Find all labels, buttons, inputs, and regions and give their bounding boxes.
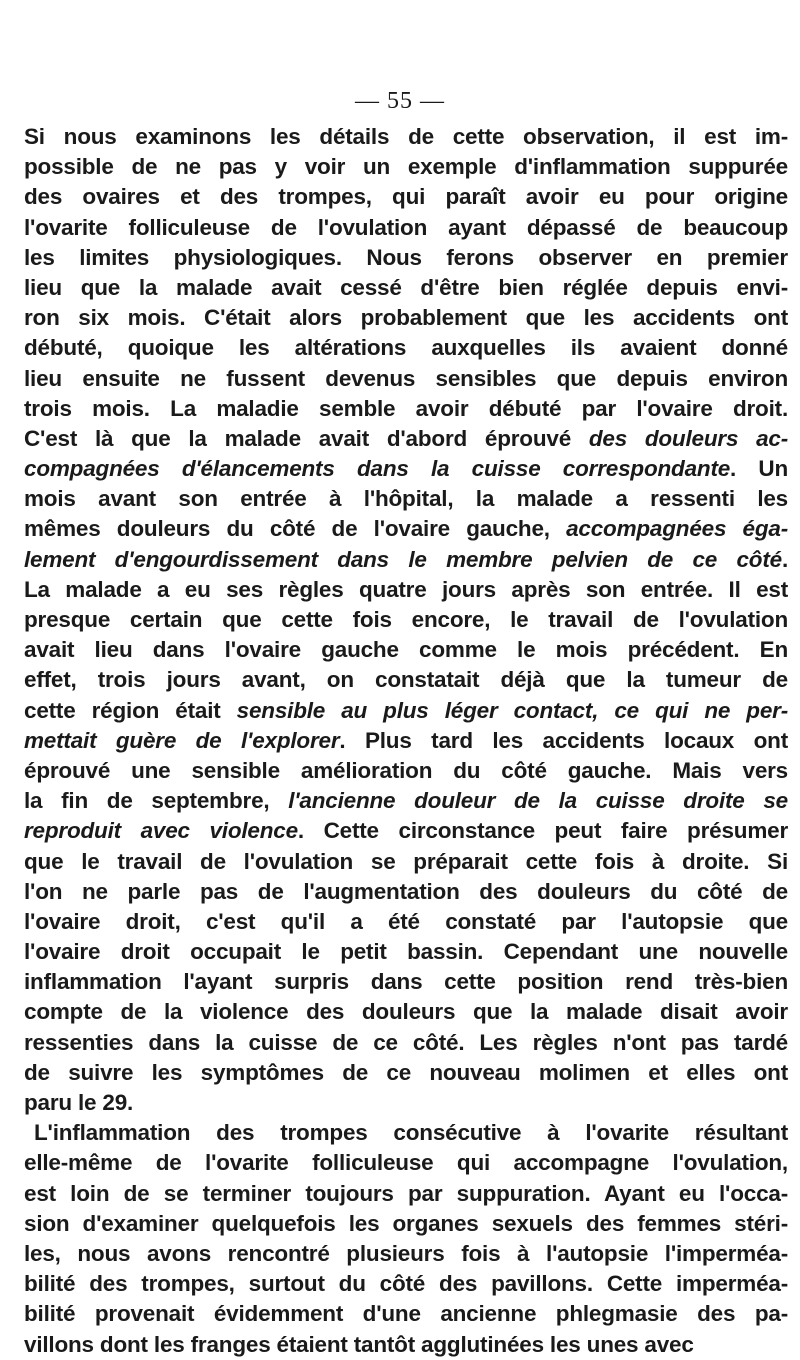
text-line bbox=[24, 1028, 788, 1058]
text-line bbox=[24, 1269, 788, 1299]
text-run: presque certain que cette fois encore, le travail de l'ovulation bbox=[24, 607, 788, 632]
text-line bbox=[24, 364, 788, 394]
text-line bbox=[24, 997, 788, 1027]
text-run: cette région était bbox=[24, 697, 237, 723]
text-run: C'est là que la malade avait d'abord éprouvé bbox=[24, 425, 589, 451]
text-run: est loin de se terminer toujours par suppuration. Ayant eu l'occa- bbox=[24, 1180, 788, 1206]
text-line bbox=[24, 1088, 788, 1118]
text-line bbox=[24, 1179, 788, 1209]
text-line bbox=[24, 1148, 788, 1178]
text-run: ron six mois. C'était alors probablement que les accidents ont bbox=[24, 305, 788, 331]
italic-text-run: lement d'engourdissement dans le membre pelvien de ce côté bbox=[24, 546, 782, 572]
text-line bbox=[24, 967, 788, 997]
text-run: l'on ne parle pas de l'augmentation des douleurs du côté de bbox=[24, 878, 788, 904]
text-line bbox=[24, 877, 788, 907]
body-text bbox=[24, 122, 788, 1360]
text-run: mois avant son entrée à l'hôpital, la malade a ressenti les bbox=[24, 486, 788, 512]
text-line bbox=[24, 273, 788, 303]
text-run: mêmes douleurs du côté de l'ovaire gauche, bbox=[24, 516, 567, 542]
text-line bbox=[24, 1058, 788, 1088]
text-line bbox=[24, 726, 788, 756]
text-line bbox=[24, 696, 788, 726]
italic-text-run: reproduit avec violence bbox=[24, 818, 298, 844]
text-line bbox=[24, 484, 788, 514]
text-line bbox=[24, 454, 788, 484]
text-run: lieu ensuite ne fussent devenus sensibles que depuis environ bbox=[24, 365, 788, 391]
text-run: les limites physiologiques. Nous ferons observer en premier bbox=[24, 244, 788, 270]
text-run: les, nous avons rencontré plusieurs fois à l'autopsie l'imperméa- bbox=[24, 1240, 788, 1266]
text-run: possible de ne pas y voir un exemple d'inflammation suppurée bbox=[24, 154, 788, 180]
text-run: . Un bbox=[730, 456, 788, 482]
text-run: paru le 29. bbox=[24, 1090, 134, 1115]
text-line bbox=[24, 907, 788, 937]
text-line bbox=[24, 243, 788, 273]
text-line bbox=[24, 545, 788, 575]
text-run: bilité provenait évidemment d'une ancienne phlegmasie des pa- bbox=[24, 1301, 788, 1327]
text-line bbox=[24, 575, 788, 605]
text-run: de suivre les symptômes de ce nouveau molimen et elles ont bbox=[24, 1059, 788, 1085]
text-run: trois mois. La maladie semble avoir débuté par l'ovaire droit. bbox=[24, 395, 788, 421]
italic-text-run: compagnées d'élancements dans la cuisse correspondante bbox=[24, 456, 731, 482]
text-run: L'inflammation des trompes consécutive à l'ovarite résultant bbox=[34, 1120, 788, 1146]
text-run: Si nous examinons les détails de cette observation, il est im- bbox=[24, 124, 788, 149]
text-line bbox=[24, 1118, 788, 1148]
text-run: l'ovarite folliculeuse de l'ovulation ayant dépassé de beaucoup bbox=[24, 214, 788, 240]
italic-text-run: mettait guère de l'explorer bbox=[24, 727, 340, 753]
text-line bbox=[24, 665, 788, 695]
text-run: effet, trois jours avant, on constatait déjà que la tumeur de bbox=[24, 667, 788, 693]
text-line bbox=[24, 937, 788, 967]
text-run: inflammation l'ayant surpris dans cette position rend très-bien bbox=[24, 969, 788, 995]
text-run: . bbox=[781, 546, 788, 572]
text-run: l'ovaire droit occupait le petit bassin. Cependant une nouvelle bbox=[24, 939, 788, 965]
text-run: débuté, quoique les altérations auxquelles ils avaient donné bbox=[24, 335, 788, 361]
text-run: éprouvé une sensible amélioration du côté gauche. Mais vers bbox=[24, 757, 788, 783]
text-line bbox=[24, 635, 788, 665]
text-line bbox=[24, 122, 788, 152]
text-line bbox=[24, 786, 788, 816]
text-line bbox=[24, 756, 788, 786]
text-line bbox=[24, 1239, 788, 1269]
text-run: avait lieu dans l'ovaire gauche comme le mois précédent. En bbox=[24, 637, 788, 663]
text-line bbox=[24, 847, 788, 877]
text-line bbox=[24, 514, 788, 544]
text-run: que le travail de l'ovulation se préparait cette fois à droite. Si bbox=[24, 848, 788, 874]
text-line bbox=[24, 1330, 788, 1360]
text-run: sion d'examiner quelquefois les organes sexuels des femmes stéri- bbox=[24, 1210, 788, 1236]
text-run: la fin de septembre, bbox=[24, 788, 289, 814]
text-run: l'ovaire droit, c'est qu'il a été constaté par l'autopsie que bbox=[24, 908, 788, 934]
italic-text-run: des douleurs ac- bbox=[588, 425, 788, 451]
text-run: . Cette circonstance peut faire présumer bbox=[297, 818, 788, 844]
text-run: La malade a eu ses règles quatre jours après son entrée. Il est bbox=[24, 576, 788, 602]
text-line bbox=[24, 424, 788, 454]
text-run: . Plus tard les accidents locaux ont bbox=[339, 727, 788, 753]
page-number: — 55 — bbox=[355, 88, 445, 114]
text-run: villons dont les franges étaient tantôt agglutinées les unes avec bbox=[24, 1331, 694, 1357]
text-run: ressenties dans la cuisse de ce côté. Les règles n'ont pas tardé bbox=[24, 1029, 788, 1055]
text-run: bilité des trompes, surtout du côté des pavillons. Cette imperméa- bbox=[24, 1271, 788, 1297]
text-line bbox=[24, 152, 788, 182]
text-run: des ovaires et des trompes, qui paraît avoir eu pour origine bbox=[24, 184, 788, 210]
text-line bbox=[24, 1209, 788, 1239]
text-run: lieu que la malade avait cessé d'être bien réglée depuis envi- bbox=[24, 274, 788, 300]
text-line bbox=[24, 394, 788, 424]
italic-text-run: l'ancienne douleur de la cuisse droite se bbox=[288, 788, 788, 814]
text-line bbox=[24, 816, 788, 846]
text-run: elle-même de l'ovarite folliculeuse qui accompagne l'ovulation, bbox=[24, 1150, 788, 1176]
italic-text-run: sensible au plus léger contact, ce qui ne per- bbox=[236, 697, 788, 723]
italic-text-run: accompagnées éga- bbox=[566, 516, 788, 542]
text-line bbox=[24, 605, 788, 635]
text-line bbox=[24, 182, 788, 212]
text-line bbox=[24, 213, 788, 243]
text-line bbox=[24, 1299, 788, 1329]
text-line bbox=[24, 333, 788, 363]
text-run: compte de la violence des douleurs que la malade disait avoir bbox=[24, 999, 788, 1025]
text-line bbox=[24, 303, 788, 333]
